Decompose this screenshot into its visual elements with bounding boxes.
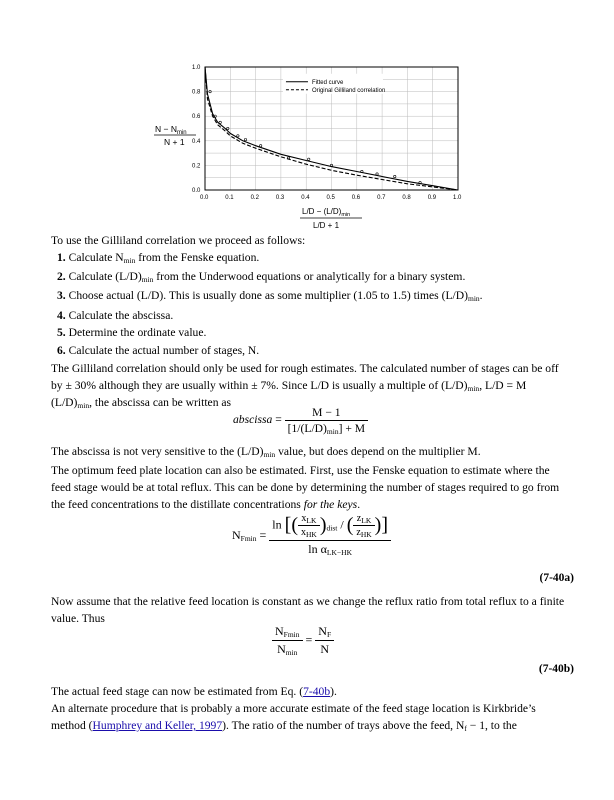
x-tick-label: 0.2 xyxy=(250,195,259,201)
legend-label: Fitted curve xyxy=(311,79,344,86)
step-item: 2. Calculate $(L/D)_{min}$ from the Underwood equations or analytically for a binary system. xyxy=(57,270,466,284)
y-tick-label: 0.2 xyxy=(192,163,201,170)
x-tick-label: 0.3 xyxy=(275,195,285,201)
paragraph-6: An alternate procedure that is probably a more accurate estimate of the feed stage location is Kirkbride’s method (Humphrey and Keller, 1997). The ratio of the number of trays above the feed, $N_f - 1$, to the xyxy=(51,702,536,733)
legend-label: Original Gilliland correlation xyxy=(311,87,386,94)
step-number: 1. xyxy=(57,251,66,264)
data-point xyxy=(259,145,261,147)
y-tick-label: 1.0 xyxy=(192,65,201,71)
gilliland-correlation-chart xyxy=(150,60,470,232)
data-point xyxy=(237,135,239,137)
x-axis-label-bottom: L/D + 1 xyxy=(313,221,340,230)
x-tick-label: 0.5 xyxy=(326,195,335,201)
y-axis-label-bottom: N + 1 xyxy=(164,137,185,147)
paragraph-2: The abscissa is not very sensitive to the $(L/D)_{min}$ value, but does depend on the multiplier M. xyxy=(51,445,481,459)
data-point xyxy=(394,175,396,177)
step-number: 2. xyxy=(57,270,66,283)
step-item xyxy=(57,324,206,341)
step-text: Calculate the abscissa. xyxy=(68,309,174,322)
abscissa-equation: abscissa = $\frac{M - 1}{[1/(L/D)_{min}] + M}$ xyxy=(233,406,368,435)
x-tick-label: 0.8 xyxy=(402,195,411,201)
equation-7-40b: $\frac{N_{Fmin}}{N_{min}}$ = $\frac{N_F}{N}$ xyxy=(272,624,334,657)
y-tick-label: 0.4 xyxy=(192,138,201,145)
step-item: 1. Calculate $N_{min}$ from the Fenske equation. xyxy=(57,251,260,265)
step-number: 3. xyxy=(57,289,66,302)
step-item: 3. Choose actual (L/D). This is usually done as some multiplier (1.05 to 1.5) times $(L/D)_{min}$. xyxy=(57,289,483,303)
step-text: Choose actual (L/D). This is usually done as some multiplier (1.05 to 1.5) times (L/D) xyxy=(68,289,468,302)
x-tick-label: 0.6 xyxy=(351,195,361,201)
y-tick-label: 0.0 xyxy=(192,188,201,194)
step-item xyxy=(57,342,259,359)
step-text: Calculate the actual number of stages, N. xyxy=(68,344,260,357)
equation-7-40a: $N_{Fmin}$ = ln [( $\frac{x_{LK}}{x_{HK}}$ )$_{dist}$ / ( $\frac{z_{LK}}{z_{HK}}$ )] $\ln \alpha_{LK-HK}$ xyxy=(232,513,391,557)
x-axis-label-top: $L/D - (L/D)_{min}$ xyxy=(302,207,351,218)
data-point xyxy=(376,173,378,175)
citation-link-humphrey-keller[interactable]: Humphrey and Keller, 1997 xyxy=(92,719,223,732)
step-item xyxy=(57,307,173,324)
equation-link-7-40b[interactable]: 7-40b xyxy=(303,685,331,698)
x-tick-label: 0.1 xyxy=(225,195,234,201)
step-number: 6. xyxy=(57,344,66,357)
data-point xyxy=(244,138,246,140)
paragraph-4: Now assume that the relative feed location is constant as we change the reflux ratio from total reflux to a finite value. Thus xyxy=(51,595,565,625)
y-tick-label: 0.8 xyxy=(192,89,201,96)
step-number: 5. xyxy=(57,326,66,339)
paragraph-1: The Gilliland correlation should only be used for rough estimates. The calculated number of stages can be off by ± 30% although they are usually within ± 7%. Since L/D is usually a multiple of $(L/D)_{min}$, L/D = M $(L/D)_{min}$, the abscissa can be written as xyxy=(51,362,559,410)
equation-label-7-40b: (7-40b) xyxy=(538,663,574,675)
y-tick-label: 0.6 xyxy=(192,114,201,121)
x-tick-label: 0.0 xyxy=(200,195,209,201)
step-text: Calculate (L/D) xyxy=(68,270,142,283)
step-text: Determine the ordinate value. xyxy=(68,326,207,339)
data-point xyxy=(219,121,221,123)
step-text: Calculate N xyxy=(68,251,124,264)
step-number: 4. xyxy=(57,309,66,322)
paragraph-5: The actual feed stage can now be estimated from Eq. (7-40b). xyxy=(51,685,337,698)
data-point xyxy=(308,158,310,160)
paragraph-3: The optimum feed plate location can also be estimated. First, use the Fenske equation to estimate where the feed stage would be at total reflux. This can be done by determining the number of stages required to go from the feed concentrations to the distillate concentrations for the keys. xyxy=(51,464,560,511)
x-tick-label: 0.7 xyxy=(377,195,386,201)
x-tick-label: 0.4 xyxy=(301,195,310,201)
x-tick-label: 0.9 xyxy=(427,195,437,201)
y-axis-label-top: $N - N_{min}$ xyxy=(155,124,187,136)
equation-label-7-40a: (7-40a) xyxy=(539,572,574,584)
intro-text: To use the Gilliland correlation we proceed as follows: xyxy=(51,234,306,247)
x-tick-label: 1.0 xyxy=(453,195,462,201)
